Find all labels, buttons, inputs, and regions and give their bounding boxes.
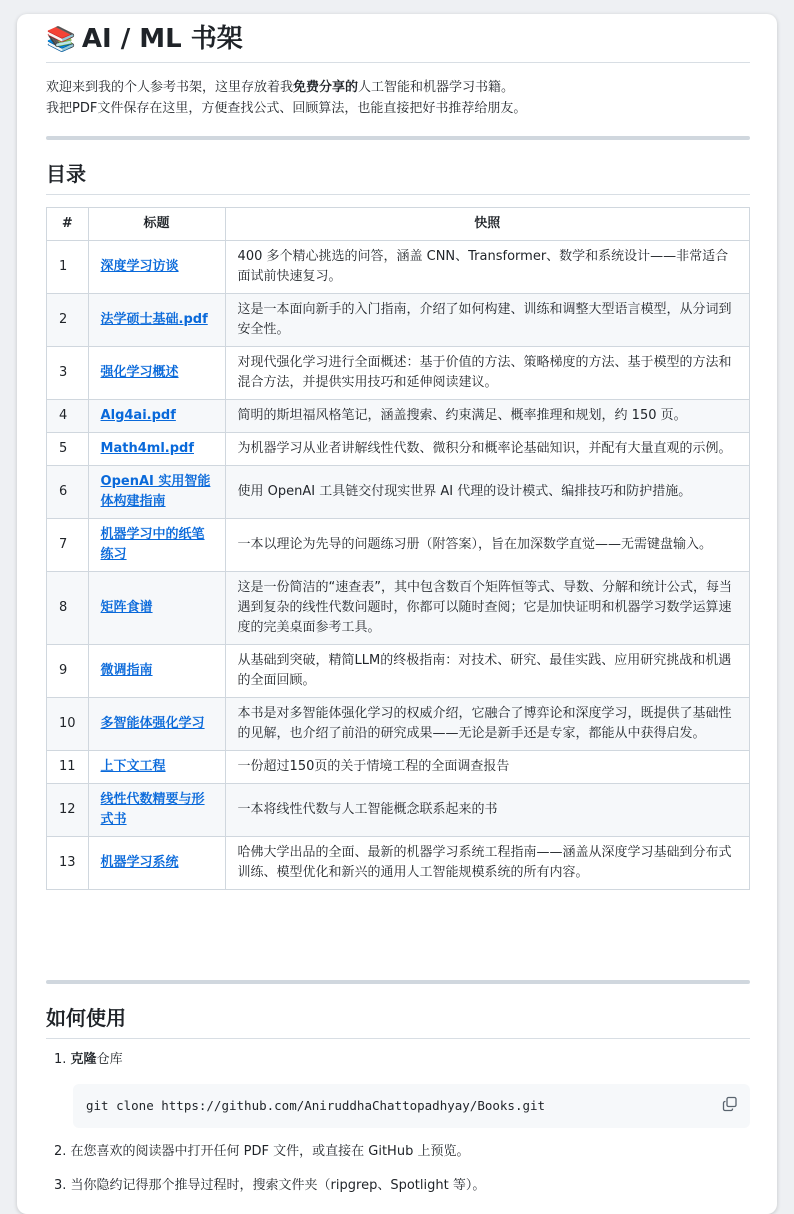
table-row [47, 466, 750, 519]
row-number: 10 [47, 698, 89, 751]
table-row [47, 837, 750, 890]
books-icon: 📚 [46, 25, 76, 53]
git-clone-command: git clone https://github.com/AniruddhaChattopadhyay/Books.git [86, 1098, 546, 1113]
row-snapshot: 本书是对多智能体强化学习的权威介绍，它融合了博弈论和深度学习，既提供了基础性的见解，也介绍了前沿的研究成果——无论是新手还是专家，都能从中获得启发。 [225, 698, 749, 751]
row-title-cell [88, 241, 225, 294]
step-3 [54, 1176, 485, 1196]
intro-line-2: 我把PDF文件保存在这里，方便查找公式、回顾算法，也能直接把好书推荐给朋友。 [46, 101, 527, 116]
row-number: 4 [47, 400, 89, 433]
table-row [47, 347, 750, 400]
row-snapshot: 从基础到突破，精简LLM的终极指南：对技术、研究、最佳实践、应用研究挑战和机遇的全面回顾。 [225, 645, 749, 698]
readme-card [17, 14, 777, 1214]
book-link[interactable]: 多智能体强化学习 [100, 716, 205, 731]
book-link[interactable]: 机器学习系统 [100, 855, 179, 870]
row-title-cell [88, 645, 225, 698]
toc-table [46, 207, 750, 890]
table-row [47, 241, 750, 294]
row-snapshot: 400 多个精心挑选的问答，涵盖 CNN、Transformer、数学和系统设计——非常适合面试前快速复习。 [225, 241, 749, 294]
step-number: 3. [54, 1178, 67, 1193]
book-link[interactable]: 上下文工程 [100, 759, 166, 774]
intro-paragraph [46, 77, 526, 119]
section-divider [46, 980, 750, 984]
row-title-cell [88, 572, 225, 645]
step-1-bold: 克隆 [70, 1052, 97, 1067]
step-number: 1. [54, 1052, 67, 1067]
row-snapshot: 哈佛大学出品的全面、最新的机器学习系统工程指南——涵盖从深度学习基础到分布式训练、模型优化和新兴的通用人工智能规模系统的所有内容。 [225, 837, 749, 890]
page-title-text: AI / ML 书架 [81, 24, 243, 54]
row-number: 8 [47, 572, 89, 645]
copy-icon[interactable] [722, 1096, 738, 1112]
row-title-cell [88, 400, 225, 433]
table-row [47, 751, 750, 784]
row-snapshot: 使用 OpenAI 工具链交付现实世界 AI 代理的设计模式、编排技巧和防护措施。 [225, 466, 749, 519]
table-row [47, 698, 750, 751]
code-block [73, 1084, 750, 1128]
howto-heading: 如何使用 [46, 1004, 750, 1039]
intro-line-1 [46, 77, 526, 98]
table-row [47, 400, 750, 433]
table-row [47, 433, 750, 466]
row-title-cell [88, 519, 225, 572]
book-link[interactable]: 线性代数精要与形式书 [100, 792, 205, 827]
row-snapshot: 简明的斯坦福风格笔记，涵盖搜索、约束满足、概率推理和规划，约 150 页。 [225, 400, 749, 433]
book-link[interactable]: 深度学习访谈 [100, 259, 179, 274]
table-row [47, 294, 750, 347]
row-snapshot: 这是一份简洁的“速查表”，其中包含数百个矩阵恒等式、导数、分解和统计公式，每当遇到复杂的线性代数问题时，你都可以随时查阅；它是加快证明和机器学习数学运算速度的完美桌面参考工具。 [225, 572, 749, 645]
step-1 [54, 1050, 123, 1070]
row-number: 5 [47, 433, 89, 466]
table-row [47, 784, 750, 837]
step-3-text: 当你隐约记得那个推导过程时，搜索文件夹（ripgrep、Spotlight 等）。 [70, 1178, 486, 1193]
intro-text: 欢迎来到我的个人参考书架，这里存放着我 [46, 80, 294, 95]
book-link[interactable]: 强化学习概述 [100, 365, 179, 380]
row-snapshot: 一本将线性代数与人工智能概念联系起来的书 [225, 784, 749, 837]
row-number: 12 [47, 784, 89, 837]
book-link[interactable]: Math4ml.pdf [100, 441, 194, 456]
book-link[interactable]: OpenAI 实用智能体构建指南 [100, 474, 211, 509]
row-snapshot: 为机器学习从业者讲解线性代数、微积分和概率论基础知识，并配有大量直观的示例。 [225, 433, 749, 466]
table-row [47, 645, 750, 698]
column-header-title: 标题 [88, 208, 225, 241]
row-number: 13 [47, 837, 89, 890]
row-title-cell [88, 784, 225, 837]
row-number: 9 [47, 645, 89, 698]
row-number: 1 [47, 241, 89, 294]
column-header-num: # [47, 208, 89, 241]
book-link[interactable]: 微调指南 [100, 663, 153, 678]
row-snapshot: 一份超过150页的关于情境工程的全面调查报告 [225, 751, 749, 784]
row-title-cell [88, 433, 225, 466]
row-title-cell [88, 837, 225, 890]
row-snapshot: 对现代强化学习进行全面概述：基于价值的方法、策略梯度的方法、基于模型的方法和混合方法，并提供实用技巧和延伸阅读建议。 [225, 347, 749, 400]
step-1-text: 仓库 [96, 1052, 123, 1067]
row-title-cell [88, 347, 225, 400]
book-link[interactable]: 机器学习中的纸笔练习 [100, 527, 205, 562]
row-snapshot: 这是一本面向新手的入门指南，介绍了如何构建、训练和调整大型语言模型，从分词到安全性。 [225, 294, 749, 347]
intro-text: 人工智能和机器学习书籍。 [358, 80, 515, 95]
page-title [46, 22, 750, 63]
table-row [47, 519, 750, 572]
step-2-text: 在您喜欢的阅读器中打开任何 PDF 文件，或直接在 GitHub 上预览。 [70, 1144, 470, 1159]
row-title-cell [88, 751, 225, 784]
step-number: 2. [54, 1144, 67, 1159]
step-2 [54, 1142, 469, 1162]
intro-bold-text: 免费分享的 [293, 80, 359, 95]
row-snapshot: 一本以理论为先导的问题练习册（附答案），旨在加深数学直觉——无需键盘输入。 [225, 519, 749, 572]
row-title-cell [88, 294, 225, 347]
table-header-row [47, 208, 750, 241]
row-number: 2 [47, 294, 89, 347]
row-number: 3 [47, 347, 89, 400]
section-divider [46, 136, 750, 140]
row-title-cell [88, 466, 225, 519]
row-title-cell [88, 698, 225, 751]
book-link[interactable]: 法学硕士基础.pdf [100, 312, 208, 327]
row-number: 11 [47, 751, 89, 784]
book-link[interactable]: Alg4ai.pdf [100, 408, 176, 423]
table-row [47, 572, 750, 645]
row-number: 6 [47, 466, 89, 519]
toc-heading: 目录 [46, 160, 750, 195]
row-number: 7 [47, 519, 89, 572]
column-header-snapshot: 快照 [225, 208, 749, 241]
book-link[interactable]: 矩阵食谱 [100, 600, 153, 615]
